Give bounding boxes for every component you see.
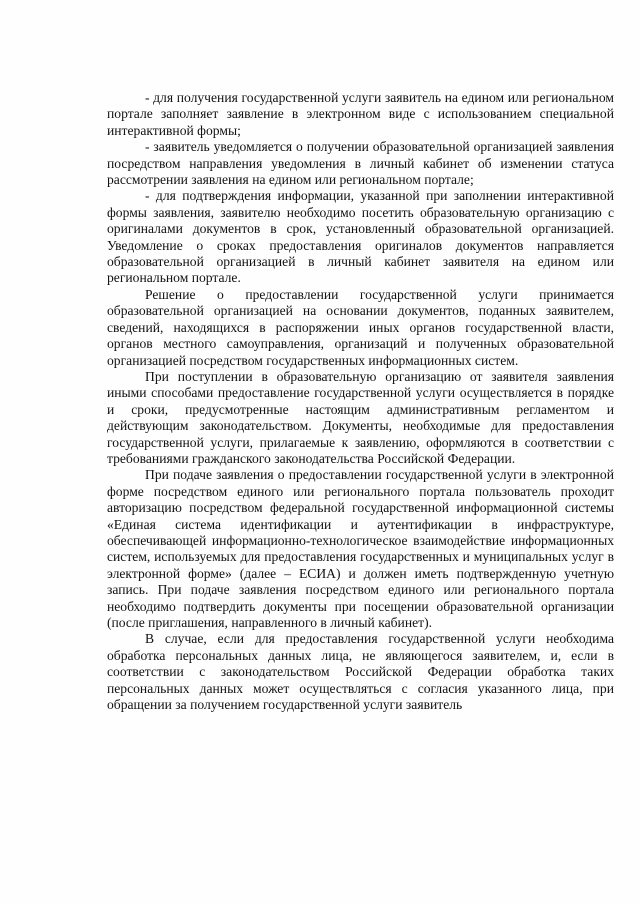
paragraph: - для подтверждения информации, указанной при заполнении интерактивной формы заявления, заявителю необходимо посетить образовательную организацию с оригиналами документов в срок, установленный образовательной организацией. Уведомление о сроках предоставления оригиналов документов направляется образовательной организацией в личный кабинет заявителя на едином или региональном портале. [107,188,614,286]
paragraph: В случае, если для предоставления государственной услуги необходима обработка персональных данных лица, не являющегося заявителем, и, если в соответствии с законодательством Российской Федерации обработка таких персональных данных может осуществляться с согласия указанного лица, при обращении за получением государственной услуги заявитель [107,631,614,713]
paragraph: - заявитель уведомляется о получении образовательной организацией заявления посредством направления уведомления в личный кабинет об изменении статуса рассмотрении заявления на едином или региональном портале; [107,139,614,188]
paragraph: Решение о предоставлении государственной услуги принимается образовательной организацией на основании документов, поданных заявителем, сведений, находящихся в распоряжении иных органов государственной власти, органов местного самоуправления, организаций и полученных образовательной организацией посредством государственных информационных систем. [107,286,614,368]
document-body [107,90,614,713]
paragraph: При поступлении в образовательную организацию от заявителя заявления иными способами предоставление государственной услуги осуществляется в порядке и сроки, предусмотренные настоящим административным регламентом и действующим законодательством. Документы, необходимые для предоставления государственной услуги, прилагаемые к заявлению, оформляются в соответствии с требованиями гражданского законодательства Российской Федерации. [107,368,614,466]
paragraph: - для получения государственной услуги заявитель на едином или региональном портале заполняет заявление в электронном виде с использованием специальной интерактивной формы; [107,90,614,138]
paragraph: При подаче заявления о предоставлении государственной услуги в электронной форме посредством единого или регионального портала пользователь проходит авторизацию посредством федеральной государственной информационной системы «Единая система идентификации и аутентификации в инфраструктуре, обеспечивающей информационно-технологическое взаимодействие информационных систем, используемых для предоставления государственных и муниципальных услуг в электронной форме» (далее – ЕСИА) и должен иметь подтвержденную учетную запись. При подаче заявления посредством единого или регионального портала необходимо подтвердить документы при посещении образовательной организации (после приглашения, направленного в личный кабинет). [107,467,614,630]
